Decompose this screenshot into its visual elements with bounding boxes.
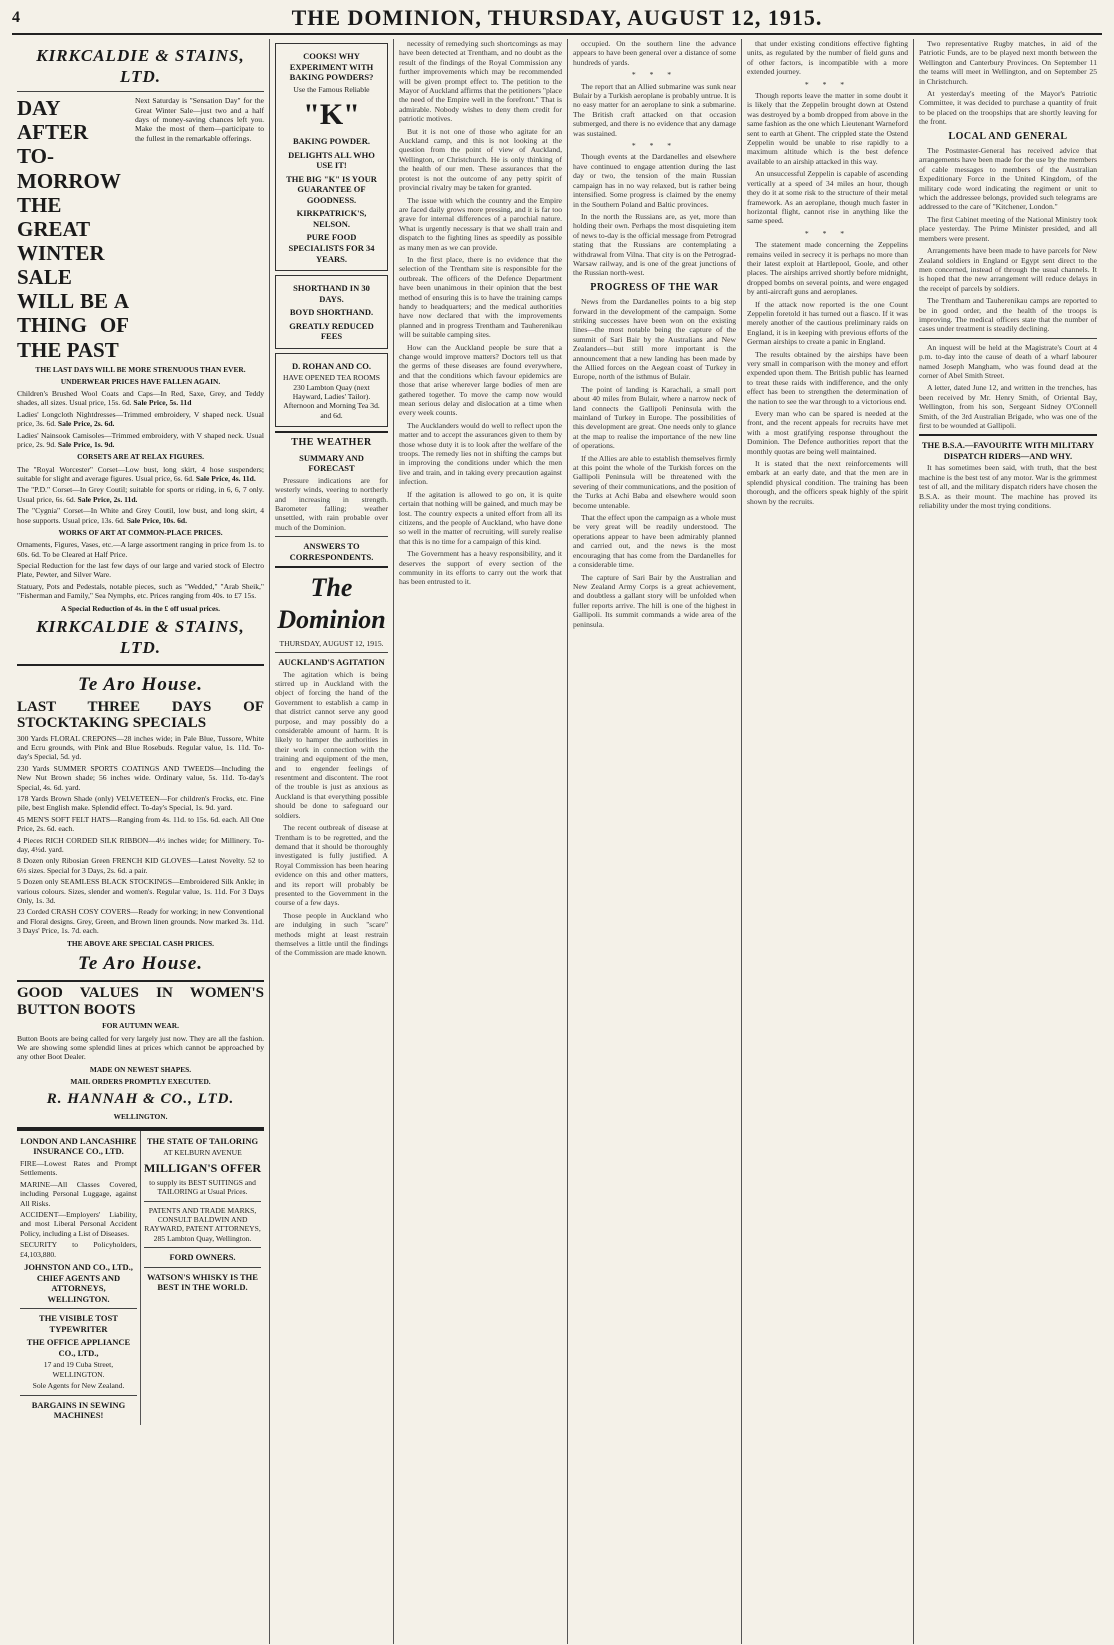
boots-headline: GOOD VALUES IN WOMEN'S BUTTON BOOTS	[17, 985, 264, 1018]
aro-item: 8 Dozen only Ribosian Green FRENCH KID GLOVES—Latest Novelty. 52 to 6½ sizes. Special for 3 Days, 2s. 6d. a pair.	[17, 856, 264, 875]
te-aro-name: Te Aro House.	[77, 674, 204, 696]
dominion-date: THURSDAY, AUGUST 12, 1915.	[279, 638, 384, 648]
shorthand-ad: SHORTHAND IN 30 DAYS. BOYD SHORTHAND. GREATLY REDUCED FEES	[275, 275, 388, 349]
weather-head: THE WEATHER	[291, 437, 372, 449]
aro-item: 45 MEN'S SOFT FELT HATS—Ranging from 4s. 11d. to 15s. 6d. each. All One Price, 2s. 6d. each.	[17, 814, 264, 834]
stocktake-headline: LAST THREE DAYS OF STOCKTAKING SPECIALS	[17, 698, 264, 732]
sale-headline: DAY AFTER TO-MORROW THE GREAT WINTER SALE WILL BE A THING OF THE PAST	[17, 96, 129, 362]
kirkcaldie-brand: KIRKCALDIE & STAINS, LTD.	[36, 46, 245, 87]
sale-side-note: Next Saturday is "Sensation Day" for the Great Winter Sale—just two and a half days of money-saving chances left you. Make the most of them—participate to the fullest in the remarkable offerings.	[135, 96, 264, 143]
aro-item: 230 Yards SUMMER SPORTS COATINGS AND TWEEDS—Including the New Nut Brown shade; 56 inches wide. Ordinary value, 5s. 11d. To-day's Special, 4s. 6d. yard.	[17, 763, 264, 792]
boots-sub: FOR AUTUMN WEAR.	[102, 1021, 179, 1031]
column-6: Two representative Rugby matches, in aid of the Patriotic Funds, are to be played next month between the Wellington and Canterbury Provinces. On September 11 the teams will meet in Wellington, and on September 25 in Christchurch. At yesterday's meeting of the Mayor's Patriotic Committee, it was decided to purchase a quantity of fruit to be placed on the troopships that are shortly leaving for the front. LOCAL AND GENERAL The Postmaster-General has received advice that arrangements have been made for the use by the members of cable messages to members of the Australian Expeditionary Force in the United Kingdom, of the military code word indicating the regiment or unit to which the addressee belongs, provided such telegrams are addressed to the care of "Kitchener, London." The first Cabinet meeting of the National Ministry took place yesterday. The Prime Minister presided, and all members were present. Arrangements have been made to have parcels for New Zealand soldiers in England or Egypt sent direct to the men concerned, instead of through the usual channels. It is hoped that the new arrangement will reduce delays in the receipt of parcels by soldiers. The Trentham and Tauherenikau camps are reported to be in good order, and the health of the troops is improving. The medical officers state that the number of cases under treatment is steadily declining. An inquest will be held at the Magistrate's Court at 4 p.m. to-day into the cause of death of a wharf labourer named Joseph Mangham, who was found dead at the corner of Abel Smith Street. A letter, dated June 12, and written in the trenches, has been received by Mr. Henry Smith, of Oriental Bay, Wellington, from his son, Sergeant Sidney O'Connell Smith, of the 3rd Australian Brigade, who was one of the first to be wounded at Gallipoli. THE B.S.A.—FAVOURITE WITH MILITARY DISPATCH RIDERS—AND WHY. It has sometimes been said, with truth, that the best machine is the best test of any motor. War is the grimmest test of all, and the military dispatch riders have chosen the B.S.A. as their mount. The machine has proved its reliability under the most trying conditions.	[919, 39, 1097, 511]
sale-slogan: THE LAST DAYS WILL BE MORE STRENUOUS THAN EVER.	[35, 364, 246, 374]
te-aro-name-footer: Te Aro House.	[77, 952, 204, 974]
agitation-head: AUCKLAND'S AGITATION	[278, 657, 385, 668]
corset-item: The "P.D." Corset—In Grey Coutil; suitable for sports or riding, in 6, 6, 7 only. Usual price, 6s. 6d. Sale Price, 2s. 11d.	[17, 485, 264, 504]
column-4: occupied. On the southern line the advance appears to have been general over a distance of some hundreds of yards. * * * The report that an Allied submarine was sunk near Bulair by a Turkish aeroplane is probably untrue. It is no easy matter for an aeroplane to sink a submarine. The British craft attacked on that occasion submerged, and there is no evidence that any damage was sustained. * * * Though events at the Dardanelles and elsewhere have continued to engage attention during the last day or two, the tension of the main Russian campaign has in no way relaxed, but is rather being intensified. Some progress is claimed by the enemy in the Southern Poland and Baltic provinces. In the north the Russians are, as yet, more than holding their own. Perhaps the most disquieting item of news to-day is the official message from Petrograd stating that the Russians are contemplating a withdrawal from Vilna. That city is on the Petrograd-Warsaw railway, and is one of the great junctions of the Russian north-west. PROGRESS OF THE WAR News from the Dardanelles points to a big step forward in the development of the campaign. Some striking successes have been won on the existing lines—the most notable being the capture of the summit of Sari Bair by the Australians and New Zealanders—but still more important is the announcement that a new landing has been made by the Allied forces on the Aegean coast of Turkey in Europe, north of the isthmus of Bulair. The point of landing is Karachali, a small port about 40 miles from Bulair, where a narrow neck of land connects the Gallipoli Peninsula with the mainland of Turkey in Europe. The possibilities of this development are great. One needs only to glance at the map to realise the importance of the new line of operations. If the Allies are able to establish themselves firmly at this point the whole of the Turkish forces on the Gallipoli Peninsula will be threatened with the severing of their communications, and the position of the Turks at Achi Baba and elsewhere would soon become untenable. That the effect upon the campaign as a whole must be very great will be readily understood. The operations appear to have been admirably planned and carried out, and the news is the most encouraging that has come from the Dardanelles for a considerable time. The capture of Sari Bair by the Australian and New Zealand Army Corps is a great achievement, and doubtless a gallant story will be unfolded when fuller reports arrive. The hill is one of the highest in Gallipoli. Its summit commands a wide area of the peninsula.	[568, 39, 742, 1644]
aro-footer: THE ABOVE ARE SPECIAL CASH PRICES.	[66, 938, 215, 948]
page-title: THE DOMINION, THURSDAY, AUGUST 12, 1915.	[291, 5, 823, 30]
art-item: Special Reduction for the last few days of our large and varied stock of Electro Plate, Pewter, and Silver Ware.	[17, 561, 264, 580]
column-5: that under existing conditions effective fighting units, as regulated by the number of field guns and of other factors, is incompatible with a more extended journey. * * * Though reports leave the matter in some doubt it is likely that the Zeppelin brought down at Ostend was destroyed by a bomb dropped from above in the same fashion as the one which Lieutenant Warneford sent to earth at Ghent. The crippled state the Ostend Zeppelin would be unable to rise rapidly to a maximum altitude which is the best defence available to an airship attacked in this way. An unsuccessful Zeppelin is capable of ascending vertically at a speed of 34 miles an hour, though they do it at some risk to the structure of their metal framework. As an aeroplane, though much faster in horizontal flight, cannot rise in anything like the same speed. * * * The statement made concerning the Zeppelins remains veiled in secrecy it is perhaps no more than their latest exploit at Hartlepool, Goole, and other places. The airships arrived shortly before midnight, dropped bombs on several points, and were engaged by anti-aircraft guns and aeroplanes. If the attack now reported is the one Count Zeppelin foretold it has turned out a fiasco. If it was merely another of the cautious preliminary raids on England, it is in keeping with previous efforts of the German airships to create a panic in England. The results obtained by the airships have been very small in comparison with the money and effort expended upon them. The British public has learned to treat these raids with indifference, and the only effect has been to strengthen the determination of the nation to see the war through to a victorious end. Every man who can be spared is needed at the front, and the recent appeals for recruits have met with a most gratifying response throughout the Dominion. The Defence authorities report that the monthly quotas are being well maintained. It is stated that the next reinforcements will embark at an early date, and that the men are in splendid physical condition. The training has been thorough, and the officers speak highly of the spirit shown by the recruits.	[742, 39, 914, 1644]
sale-item: Ladies' Nainsook Camisoles—Trimmed embroidery, with V shaped neck. Usual price, 2s. 9d. Sale Price, 1s. 9d.	[17, 430, 264, 450]
te-aro-ad	[17, 666, 264, 982]
column-3: necessity of remedying such shortcomings as may have been detected at Trentham, and no doubt as the result of the findings of the Royal Commission any further improvements which may be recommended will be given prompt effect to. The petition to the Mayor of Auckland affirms that the petitioners "place the need of the Empire well in the forefront." That is admirable. Nobody wishes to deny them credit for patriotic motives. But it is not one of those who agitate for an Auckland camp, and this is not looking at the question from the point of view of Auckland, Wellington, or Christchurch. He is only thinking of the health of our men. These assurances that the protest is not the outcome of any petty spirit of provincial rivalry may be taken for granted. The issue with which the country and the Empire are faced daily grows more pressing, and it is far too grave for internal differences of a parochial nature. What is urgently necessary is that we shall train and dispatch to the fighting lines as speedily as possible as many men as we can provide. In the first place, there is no evidence that the selection of the Trentham site is responsible for the outbreak. The officers of the Defence Department have been unanimous in their opinion that the best method of ensuring this is to have the training camps handy to headquarters; and the medical authorities have now declared that with the improvements planned and in progress Trentham and Tauherenikau will be suitable camping sites. How can the Auckland people be sure that a change would improve matters? Doctors tell us that the germs of these diseases are found everywhere, and that the conditions which favour epidemics are those that arise wherever large bodies of men are gathered together. To move the camp now would mean serious delay and dislocation at a time when every week counts. The Aucklanders would do well to reflect upon the matter and to accept the assurances given to them by those whose duty it is to look after the welfare of the troops. The remedy lies not in shifting the camps but in improving the conditions under which the men live and train, and in taking every precaution against infection. If the agitation is allowed to go on, it is quite certain that nothing will be gained, and much may be lost. The country expects a united effort from all its citizens, and the people of Auckland, who have done so well in the matter of recruiting, will surely realise that this is no time for a campaign of this kind. The Government has a heavy responsibility, and it deserves the support of every section of the community in its efforts to carry out the work that has been entrusted to it.	[394, 39, 568, 1644]
corsets-head: CORSETS ARE AT RELAX FIGURES.	[77, 452, 204, 462]
hannah-name: R. HANNAH & CO., LTD.	[46, 1091, 235, 1108]
art-item: Ornaments, Figures, Vases, etc.—A large assortment ranging in price from 1s. to 60s. 6d. To be Cleared at Half Price.	[17, 540, 264, 559]
sale-item: Children's Brushed Wool Coats and Caps—In Red, Saxe, Grey, and Teddy shades, all sizes. Usual price, 15s. 6d. Sale Price, 5s. 11d	[17, 389, 264, 408]
aro-item: 4 Pieces RICH CORDED SILK RIBBON—4½ inches wide; for Millinery. To-day, 4½d. yard.	[17, 835, 264, 855]
page-number: 4	[12, 9, 20, 26]
kirkcaldie-brand-footer: KIRKCALDIE & STAINS, LTD.	[36, 616, 245, 657]
tea-rooms-ad: D. ROHAN AND CO. HAVE OPENED TEA ROOMS 230 Lambton Quay (next Hayward, Ladies' Tailor). Afternoon and Morning Tea 3d. and 6d.	[275, 353, 388, 428]
aro-item: 23 Corded CRASH COSY COVERS—Ready for working; in new Conventional and Floral designs. Grey, Green, and Brown linen grounds. Now marked 3s. 11d. 3 Days' Price, 1s. 7d. each.	[17, 907, 264, 936]
column-2: COOKS! WHY EXPERIMENT WITH BAKING POWDERS? Use the Famous Reliable "K" BAKING POWDER. DELIGHTS ALL WHO USE IT! THE BIG "K" IS YOUR GUARANTEE OF GOODNESS. KIRKPATRICK'S, NELSON. PURE FOOD SPECIALISTS FOR 34 YEARS. SHORTHAND IN 30 DAYS. BOYD SHORTHAND. GREATLY REDUCED FEES D. ROHAN AND CO. HAVE OPENED TEA ROOMS 230 Lambton Quay (next Hayward, Ladies' Tailor). Afternoon and Morning Tea 3d. and 6d. THE WEATHER SUMMARY AND FORECAST Pressure indications are for westerly winds, veering to northerly and increasing in strength. Barometer falling; weather unsettled, with rain probable over much of the Dominion. ANSWERS TO CORRESPONDENTS. The Dominion THURSDAY, AUGUST 12, 1915. AUCKLAND'S AGITATION The agitation which is being stirred up in Auckland with the object of forcing the hand of the Government to establish a camp in that district cannot serve any good purpose, and may possibly do a considerable amount of harm. It is likely to hamper the authorities in their work in connection with the training and equipment of the men, and to engender feelings of resentment and discontent. The root of the trouble is just as anxious as Auckland is that everything possible should be done to safeguard our soldiers. The recent outbreak of disease at Trentham is to be regretted, and the demand that it should be thoroughly investigated is fully justified. A Royal Commission has been hearing evidence on this and other matters, and its report will probably be presented to the Government in the course of a few days. Those people in Auckland who are indulging in such "scare" methods might at least restrain themselves a little until the findings of the Commission are made known.	[270, 39, 394, 1644]
aro-item: 5 Dozen only SEAMLESS BLACK STOCKINGS—Embroidered Silk Ankle; in various colours. Sizes, slender and women's. Regular value, 1s. 11d. For 3 Days Only, 1s. 3d.	[17, 877, 264, 906]
art-item: Statuary, Pots and Pedestals, notable pieces, such as "Wedded," "Arab Sheik," "Fisherman and Family," Sea Nymphs, etc. Prices ranging from 40s. to £7 15s.	[17, 581, 264, 601]
bottom-ads	[17, 1129, 264, 1425]
aro-item: 300 Yards FLORAL CREPONS—28 inches wide; in Pale Blue, Tussore, White and Ecru grounds, with Pink and Blue Rosebuds. Regular value, 1s. 11d. To-day's Special, 5d. yd.	[17, 733, 264, 762]
corset-item: The "Cygnia" Corset—In White and Grey Coutil, low bust, and long skirt, 4 hose supports. Usual price, 13s. 6d. Sale Price, 10s. 6d.	[17, 506, 264, 525]
boots-ad	[17, 982, 264, 1129]
masthead	[12, 6, 1102, 35]
answers-head: ANSWERS TO CORRESPONDENTS.	[289, 541, 374, 562]
art-head: WORKS OF ART AT COMMON-PLACE PRICES.	[58, 528, 223, 538]
weather-sub: SUMMARY AND FORECAST	[299, 452, 364, 474]
art-special: A Special Reduction of 4s. in the £ off usual prices.	[61, 603, 220, 613]
bsa-head: THE B.S.A.—FAVOURITE WITH MILITARY DISPATCH RIDERS—AND WHY.	[921, 440, 1095, 461]
progress-head: PROGRESS OF THE WAR	[590, 281, 719, 293]
dominion-masthead: The Dominion	[277, 573, 386, 635]
kirkcaldie-ad	[17, 39, 264, 666]
boots-intro: Button Boots are being called for very largely just now. They are all the fashion. We are showing some splendid lines at prices which cannot be approached by any other Boot Dealer.	[17, 1033, 264, 1062]
aro-item: 178 Yards Brown Shade (only) VELVETEEN—For children's Frocks, etc. Fine pile, best English make. Splendid effect. To-day's Special, 1s. 9d. yard.	[17, 794, 264, 813]
hannah-city: WELLINGTON.	[113, 1111, 168, 1121]
insurance-ad: LONDON AND LANCASHIRE INSURANCE CO., LTD. FIRE—Lowest Rates and Prompt Settlements. MARINE—All Classes Covered, including Personal Luggage, against All Risks. ACCIDENT—Employers' Liability, and most Liberal Personal Accident Policy, including a List of Diseases. SECURITY to Policyholders, £4,103,880. JOHNSTON AND CO., LTD., CHIEF AGENTS AND ATTORNEYS, WELLINGTON. THE VISIBLE TOST TYPEWRITER THE OFFICE APPLIANCE CO., LTD., 17 and 19 Cuba Street, WELLINGTON. Sole Agents for New Zealand. BARGAINS IN SEWING MACHINES!	[17, 1131, 141, 1425]
corset-item: The "Royal Worcester" Corset—Low bust, long skirt, 4 hose suspenders; suitable for slight and average figures. Usual price, 6s. 6d. Sale Price, 4s. 11d.	[17, 464, 264, 484]
tailoring-ad: THE STATE OF TAILORING AT KELBURN AVENUE MILLIGAN'S OFFER to supply its BEST SUITINGS and TAILORING at Usual Prices. PATENTS AND TRADE MARKS, CONSULT BALDWIN AND RAYWARD, PATENT ATTORNEYS, 285 Lambton Quay, Wellington. FORD OWNERS. WATSON'S WHISKY IS THE BEST IN THE WORLD.	[144, 1135, 262, 1293]
boots-shapes: MADE ON NEWEST SHAPES.	[89, 1064, 192, 1074]
underwear-head: UNDERWEAR PRICES HAVE FALLEN AGAIN.	[60, 376, 221, 386]
baking-powder-ad: COOKS! WHY EXPERIMENT WITH BAKING POWDERS? Use the Famous Reliable "K" BAKING POWDER. DELIGHTS ALL WHO USE IT! THE BIG "K" IS YOUR GUARANTEE OF GOODNESS. KIRKPATRICK'S, NELSON. PURE FOOD SPECIALISTS FOR 34 YEARS.	[275, 43, 388, 271]
local-head: LOCAL AND GENERAL	[948, 130, 1068, 142]
sale-item: Ladies' Longcloth Nightdresses—Trimmed embroidery, V shaped neck. Usual price, 3s. 6d. Sale Price, 2s. 6d.	[17, 409, 264, 429]
boots-mail: MAIL ORDERS PROMPTLY EXECUTED.	[70, 1076, 211, 1086]
advert-column	[12, 39, 270, 1644]
